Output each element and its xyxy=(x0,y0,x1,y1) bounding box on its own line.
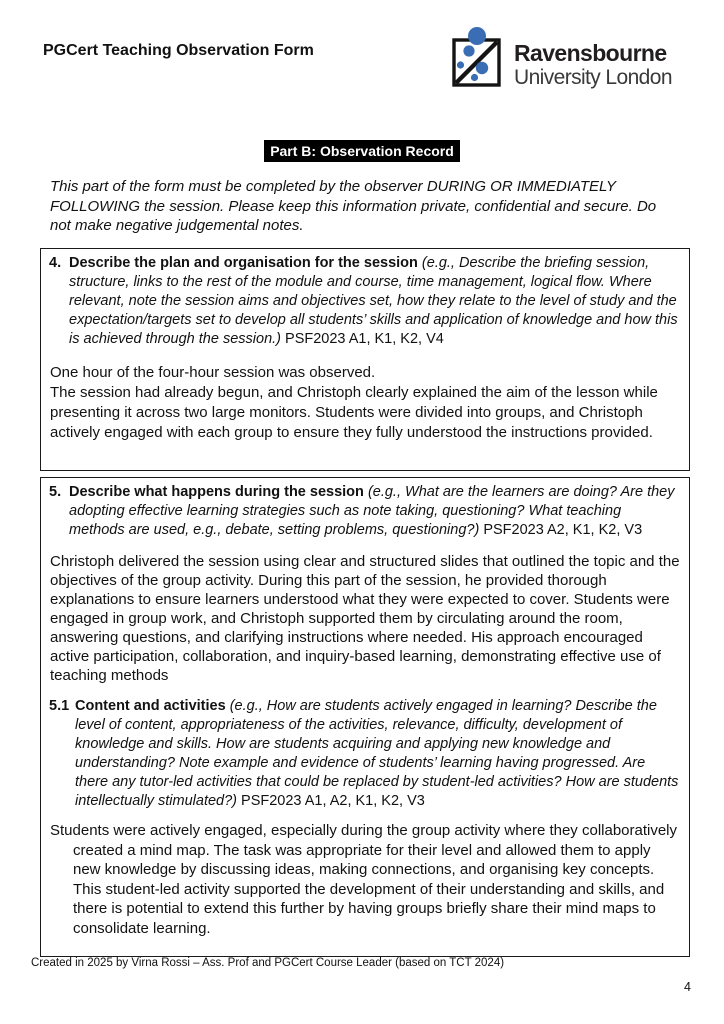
question-5-text xyxy=(69,483,680,540)
answer-5 xyxy=(47,552,680,685)
question-5-1-title: Content and activities xyxy=(75,698,226,714)
question-4-text xyxy=(69,254,680,349)
question-4-guidance: (e.g., Describe the briefing session, structure, links to the rest of the module and course, time management, logical flow. Where relevant, note the session aims and objectives set, how they relate to the level of study and the expectation/targets set to develop all students’ skills and application of knowledge and how this is achieved through the session.) xyxy=(69,255,678,347)
question-5-1 xyxy=(47,697,680,811)
question-4-number: 4. xyxy=(49,255,62,271)
question-4-title: Describe the plan and organisation for the session xyxy=(69,255,418,271)
logo-brand-name: Ravensbourne xyxy=(514,40,667,66)
question-5-1-guidance: (e.g., How are students actively engaged in learning? Describe the level of content, appropriateness of the activities, relevance, difficulty, development of knowledge and skills. How are students acquiring and applying new knowledge and understanding? Note example and evidence of students’ learning having progressed. Are there any tutor-led activities that could be replaced by student-led activities? How are students intellectually stimulated?) xyxy=(75,698,679,809)
page-number: 4 xyxy=(684,980,691,994)
question-4-psf-code: PSF2023 A1, K1, K2, V4 xyxy=(285,331,444,347)
logo-wordmark xyxy=(514,26,672,88)
question-5-psf-code: PSF2023 A2, K1, K2, V3 xyxy=(483,522,643,538)
question-5-1-psf-code: PSF2023 A1, A2, K1, K2, V3 xyxy=(241,793,425,809)
question-5-number: 5. xyxy=(49,484,62,500)
question-5-guidance: (e.g., What are the learners are doing? Are they adopting effective learning strategies such as note taking, questioning? What teaching methods are used, e.g., debate, setting problems, questioning?) xyxy=(69,484,675,538)
answer-4 xyxy=(47,363,680,443)
ravensbourne-logo xyxy=(450,26,672,88)
question-4 xyxy=(47,254,680,349)
answer-5-1 xyxy=(47,821,680,938)
answer-5-body: Christoph delivered the session using clear and structured slides that outlined the topic and the objectives of the group activity. During this part of the session, he provided thorough explanations to ensure learners understood what they were expected to cover. Students were engaged in group work, and Christoph supported them by circulating around the room, answering questions, and clarifying instructions where needed. His approach encouraged active participation, collaboration, and inquiry-based learning, demonstrating effective use of teaching methods xyxy=(50,553,680,684)
question-5 xyxy=(47,483,680,540)
intro-note: This part of the form must be completed by the observer DURING OR IMMEDIATELY FOLLOWING the session. Please keep this information private, confidential and secure. Do not make negative judgemental notes. xyxy=(50,178,657,234)
logo-brand-subtitle: University London xyxy=(514,66,672,89)
answer-4-body: The session had already begun, and Christoph clearly explained the aim of the lesson while presenting it across two large monitors. Students were divided into groups, and Christoph actively engaged with each group to ensure they fully understood the instructions provided. xyxy=(50,384,658,441)
answer-4-line1: One hour of the four-hour session was observed. xyxy=(50,364,376,381)
document-title: PGCert Teaching Observation Form xyxy=(43,42,314,59)
question-4-box xyxy=(40,248,690,471)
question-5-box xyxy=(40,477,690,957)
footer-credit: Created in 2025 by Virna Rossi – Ass. Prof and PGCert Course Leader (based on TCT 2024) xyxy=(31,957,505,969)
ravensbourne-logo-mark-icon xyxy=(450,26,504,88)
question-5-title: Describe what happens during the session xyxy=(69,484,364,500)
answer-5-1-body: Students were actively engaged, especially during the group activity where they collaboratively created a mind map. The task was appropriate for their level and allowed them to apply new knowledge by discussing ideas, making connections, and organising key concepts. This student-led activity supported the development of their understanding and skills, and there is potential to extend this further by having groups briefly share their mind maps to consolidate learning. xyxy=(50,822,678,937)
section-banner xyxy=(0,140,724,162)
section-banner-label: Part B: Observation Record xyxy=(264,140,460,162)
question-5-1-text xyxy=(75,697,680,811)
question-5-1-number: 5.1 xyxy=(49,698,70,714)
